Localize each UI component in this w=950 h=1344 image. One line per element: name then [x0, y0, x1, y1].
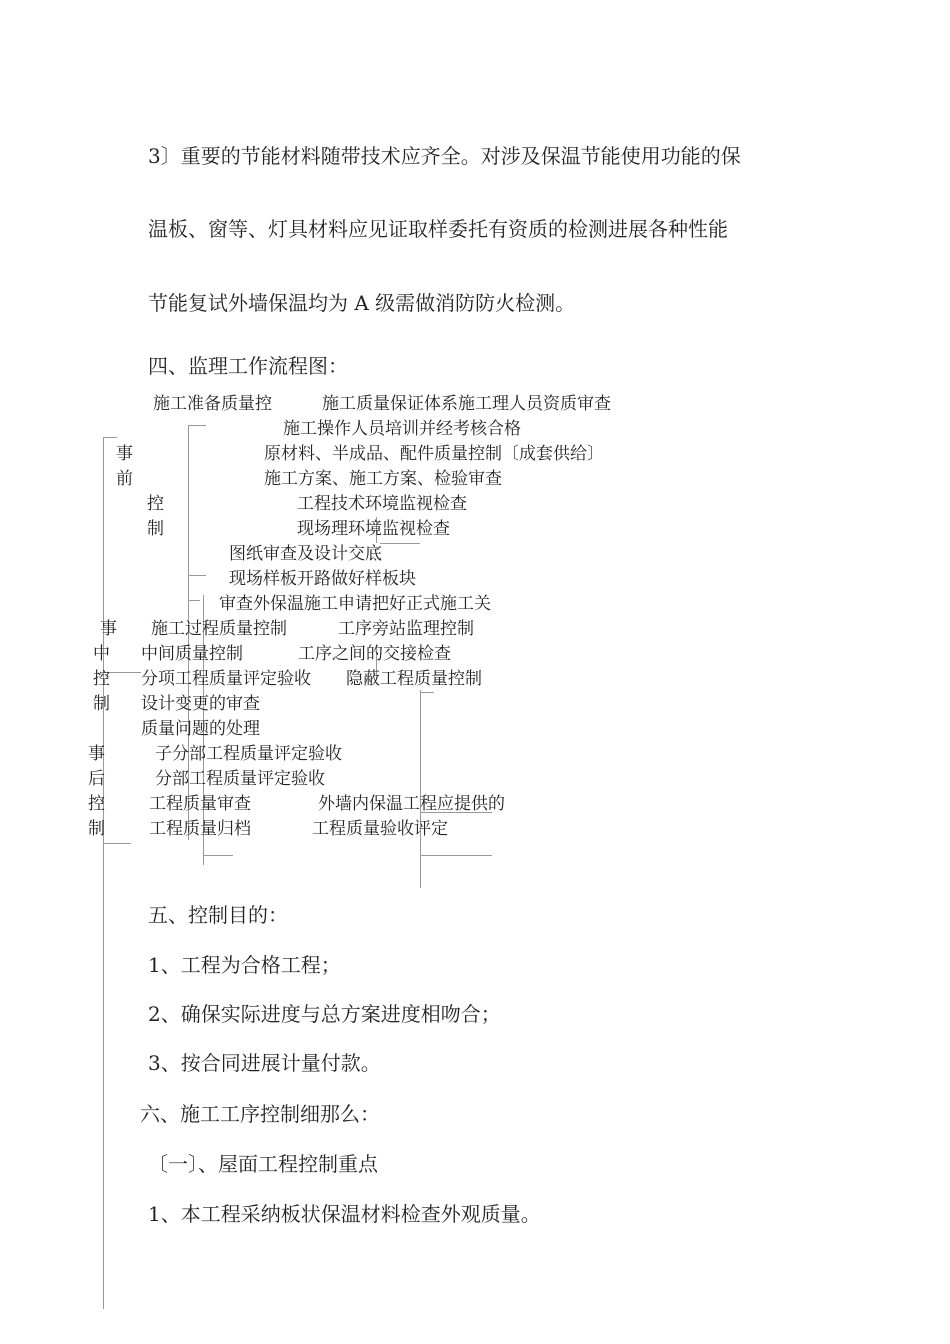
- intro-line-1: 3〕重要的节能材料随带技术应齐全。对涉及保温节能使用功能的保: [148, 144, 741, 168]
- section-6-heading: 六、施工工序控制细那么：: [140, 1102, 380, 1126]
- flow-r17b: 外墙内保温工程应提供的: [318, 794, 505, 814]
- flow-tick-2: [188, 575, 206, 576]
- flow-r12b: 隐蔽工程质量控制: [346, 669, 482, 689]
- section-5-item-2: 2、确保实际进度与总方案进度相吻合；: [148, 1002, 501, 1026]
- flow-after-3: 控: [88, 794, 105, 814]
- flow-r14: 质量问题的处理: [141, 719, 260, 739]
- section-6-item-1: 1、本工程采纳板状保温材料检查外观质量。: [148, 1202, 541, 1226]
- flow-r1b: 施工质量保证体系施工理人员资质审查: [322, 394, 611, 414]
- flow-r3: 原材料、半成品、配件质量控制〔成套供给〕: [264, 444, 604, 464]
- flow-r12a: 分项工程质量评定验收: [141, 669, 311, 689]
- flow-r15: 子分部工程质量评定验收: [155, 744, 342, 764]
- flow-after-4: 制: [88, 819, 105, 839]
- section-5-heading: 五、控制目的：: [148, 903, 288, 927]
- flow-during-3: 控: [93, 669, 110, 689]
- flow-r10b: 工序旁站监理控制: [338, 619, 474, 639]
- flow-ctrl-1: 控: [147, 494, 164, 514]
- flow-r5: 工程技术环境监视检查: [297, 494, 467, 514]
- flow-tick-4: [203, 855, 233, 856]
- flow-r1a: 施工准备质量控: [153, 394, 272, 414]
- flow-tick-8: [380, 543, 420, 544]
- flow-during-2: 中: [93, 644, 110, 664]
- flow-during-4: 制: [93, 694, 110, 714]
- section-5-item-1: 1、工程为合格工程；: [148, 953, 341, 977]
- flow-r18b: 工程质量验收评定: [312, 819, 448, 839]
- flow-r4: 施工方案、施工方案、检验审查: [264, 469, 502, 489]
- section-6-subheading: 〔一〕、屋面工程控制重点: [148, 1152, 378, 1176]
- flow-r9: 审查外保温施工申请把好正式施工关: [219, 594, 491, 614]
- flow-r13: 设计变更的审查: [141, 694, 260, 714]
- section-4-heading: 四、监理工作流程图：: [148, 354, 348, 378]
- flow-after-1: 事: [88, 744, 105, 764]
- flow-r8: 现场样板开路做好样板块: [229, 569, 416, 589]
- flow-ctrl-2: 制: [147, 519, 164, 539]
- intro-line-3: 节能复试外墙保温均为 A 级需做消防防火检测。: [148, 291, 576, 315]
- flow-r7: 图纸审查及设计交底: [229, 544, 382, 564]
- flow-tick-7: [420, 692, 434, 693]
- flow-r17a: 工程质量审查: [149, 794, 251, 814]
- flow-tick-3: [188, 600, 200, 601]
- flow-after-2: 后: [88, 769, 105, 789]
- section-5-item-3: 3、按合同进展计量付款。: [148, 1051, 381, 1075]
- flow-before-1: 事: [116, 444, 133, 464]
- flow-during-1: 事: [100, 619, 117, 639]
- flow-r18a: 工程质量归档: [149, 819, 251, 839]
- flow-r11b: 工序之间的交接检查: [298, 644, 451, 664]
- flow-r10a: 施工过程质量控制: [151, 619, 287, 639]
- intro-line-2: 温板、窗等、灯具材料应见证取样委托有资质的检测进展各种性能: [148, 217, 728, 241]
- flow-before-tick: [103, 437, 117, 438]
- flow-r2: 施工操作人员培训并经考核合格: [283, 419, 521, 439]
- flow-r16: 分部工程质量评定验收: [155, 769, 325, 789]
- flow-r6: 现场理环境监视检查: [297, 519, 450, 539]
- flow-r11a: 中间质量控制: [141, 644, 243, 664]
- flow-left-line: [103, 437, 104, 1309]
- flow-tick-1: [188, 425, 206, 426]
- flow-tick-5: [420, 855, 492, 856]
- flow-after-tick: [103, 843, 131, 844]
- flow-before-2: 前: [116, 469, 133, 489]
